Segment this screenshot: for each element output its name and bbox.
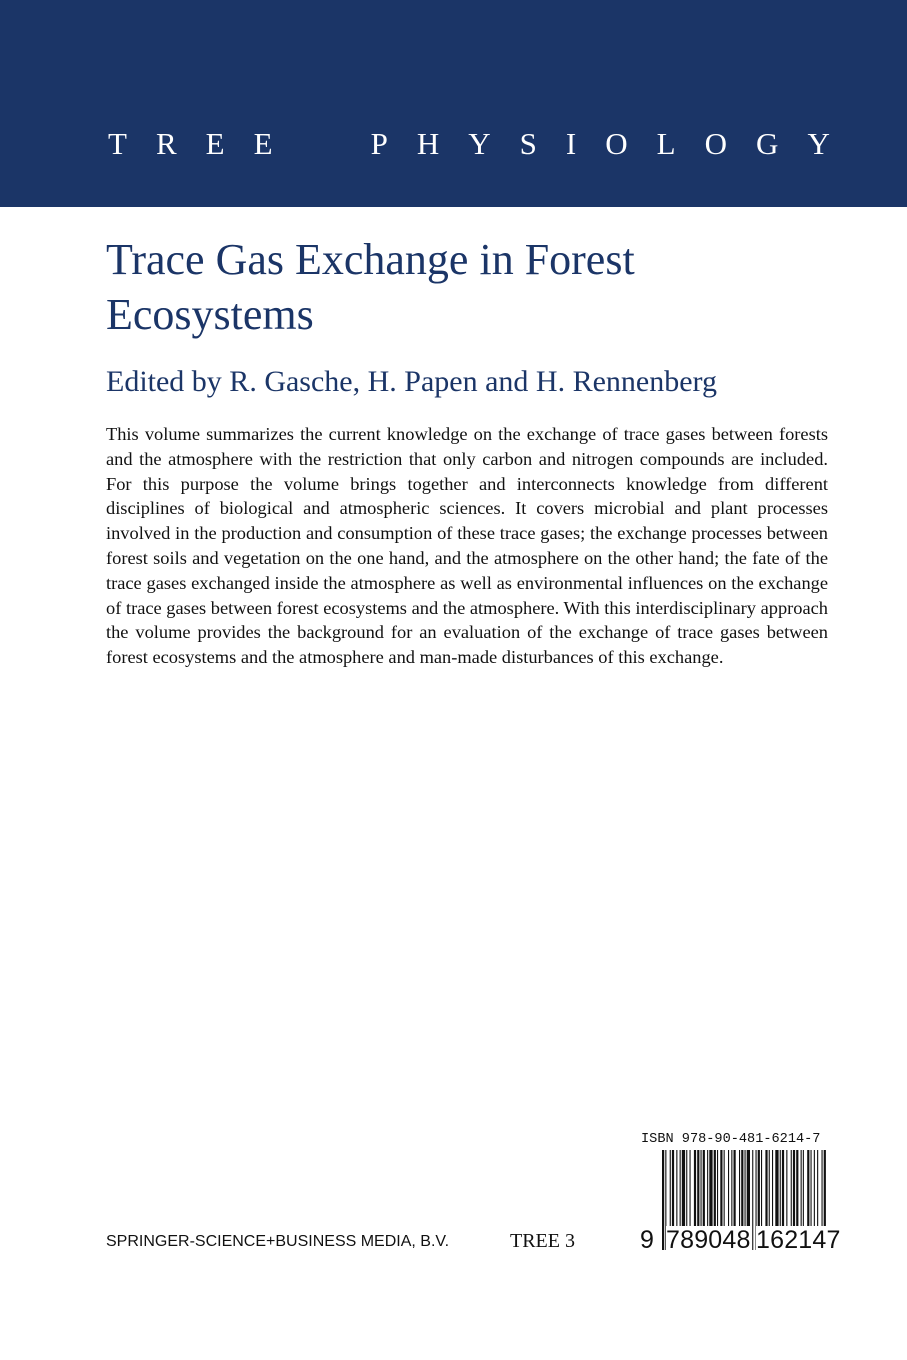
series-name [108, 124, 830, 164]
barcode-left-digits: 789048 [666, 1226, 751, 1254]
series-letter: S [519, 126, 537, 161]
series-letter: G [756, 126, 779, 161]
series-letter: H [416, 126, 440, 161]
barcode [640, 1150, 840, 1260]
series-letter: Y [468, 126, 491, 161]
series-letter: E [205, 126, 225, 161]
isbn-label: ISBN 978-90-481-6214-7 [641, 1132, 821, 1147]
series-header-band [0, 0, 907, 207]
series-letter: O [605, 126, 628, 161]
series-letter: O [704, 126, 728, 161]
series-letter: R [155, 126, 177, 161]
series-letter: L [656, 126, 676, 161]
series-letter: I [565, 126, 577, 161]
barcode-digits [640, 1226, 840, 1254]
series-letter: T [108, 126, 127, 161]
series-word-gap [302, 124, 342, 164]
series-letter: E [253, 126, 273, 161]
barcode-first-digit: 9 [640, 1226, 654, 1254]
publisher-name: SPRINGER-SCIENCE+BUSINESS MEDIA, B.V. [106, 1233, 450, 1250]
series-number: TREE 3 [510, 1230, 575, 1252]
book-description: This volume summarizes the current knowledge on the exchange of trace gases between forests and the atmosphere with the restriction that only carbon and nitrogen compounds are included. For this purpose the volume brings together and interconnects knowledge from different disciplines of biological and atmospheric sciences. It covers microbial and plant processes involved in the production and consumption of these trace gases; the exchange processes between forest soils and vegetation on the one hand, and the atmosphere on the other hand; the fate of the trace gases exchanged inside the atmosphere as well as environmental influences on the exchange of trace gases between forest ecosystems and the atmosphere. With this interdisciplinary approach the volume provides the background for an evaluation of the exchange of trace gases between forest ecosystems and the atmosphere and man-made disturbances of this exchange. [106, 424, 828, 668]
book-title: Trace Gas Exchange in Forest Ecosystems [106, 235, 635, 339]
barcode-right-digits: 162147 [756, 1226, 841, 1254]
editors-line: Edited by R. Gasche, H. Papen and H. Rennenberg [106, 365, 717, 398]
series-letter: Y [807, 126, 830, 161]
series-letter: P [370, 126, 388, 161]
